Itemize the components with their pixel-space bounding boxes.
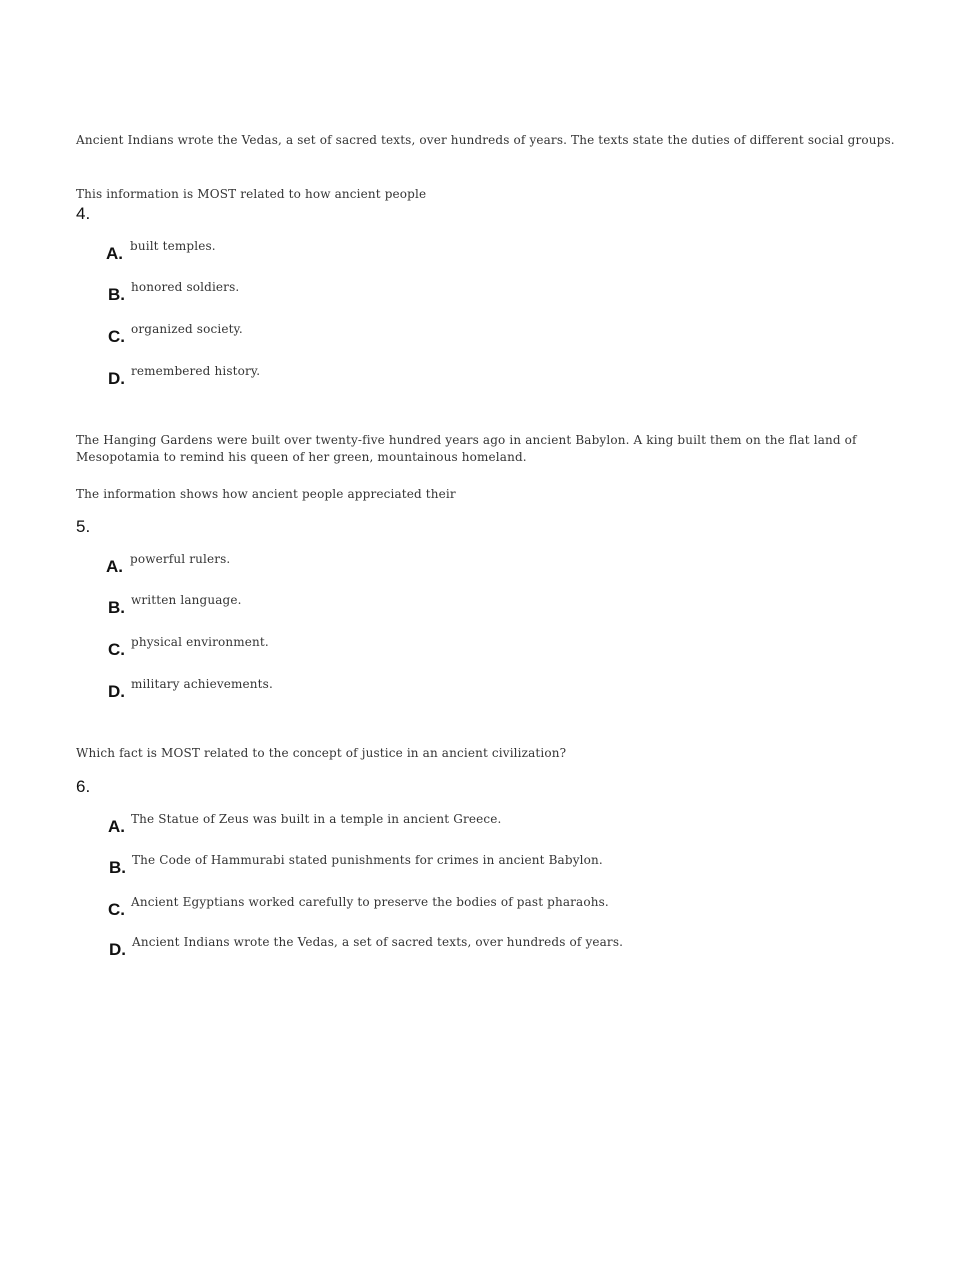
- question-4-passage: Ancient Indians wrote the Vedas, a set of sacred texts, over hundreds of years. The texts state the duties of different social groups.: [76, 133, 895, 147]
- option-letter[interactable]: A.: [106, 557, 123, 576]
- question-4-prompt: This information is MOST related to how ancient people: [76, 187, 427, 201]
- option-text[interactable]: remembered history.: [131, 364, 261, 378]
- question-6-prompt: Which fact is MOST related to the concept of justice in an ancient civilization?: [76, 746, 567, 760]
- option-letter[interactable]: D.: [108, 369, 125, 388]
- question-5-passage: The Hanging Gardens were built over twenty-five hundred years ago in ancient Babylon. A king built them on the flat land of Mesopotamia to remind his queen of her green, mountainous homeland.: [76, 433, 861, 464]
- option-text[interactable]: powerful rulers.: [130, 552, 231, 566]
- option-letter[interactable]: B.: [108, 598, 125, 617]
- option-text[interactable]: military achievements.: [131, 677, 273, 691]
- option-text[interactable]: Ancient Indians wrote the Vedas, a set of sacred texts, over hundreds of years.: [132, 935, 624, 949]
- option-text[interactable]: honored soldiers.: [131, 280, 240, 294]
- option-letter[interactable]: A.: [108, 817, 125, 836]
- option-text[interactable]: written language.: [131, 593, 242, 607]
- option-text[interactable]: built temples.: [130, 239, 216, 253]
- question-4-number: 4.: [76, 204, 91, 223]
- option-text[interactable]: The Statue of Zeus was built in a temple in ancient Greece.: [131, 812, 502, 826]
- option-letter[interactable]: C.: [108, 327, 125, 346]
- option-letter[interactable]: C.: [108, 900, 125, 919]
- option-letter[interactable]: B.: [108, 285, 125, 304]
- option-text[interactable]: Ancient Egyptians worked carefully to preserve the bodies of past pharaohs.: [131, 895, 609, 909]
- option-letter[interactable]: C.: [108, 640, 125, 659]
- option-letter[interactable]: D.: [109, 940, 126, 959]
- question-6-number: 6.: [76, 777, 91, 796]
- option-text[interactable]: The Code of Hammurabi stated punishments for crimes in ancient Babylon.: [132, 853, 603, 867]
- option-text[interactable]: organized society.: [131, 322, 243, 336]
- option-letter[interactable]: D.: [108, 682, 125, 701]
- option-letter[interactable]: B.: [109, 858, 126, 877]
- question-5-number: 5.: [76, 517, 91, 536]
- question-5-prompt: The information shows how ancient people appreciated their: [76, 487, 456, 501]
- option-text[interactable]: physical environment.: [131, 635, 269, 649]
- option-letter[interactable]: A.: [106, 244, 123, 263]
